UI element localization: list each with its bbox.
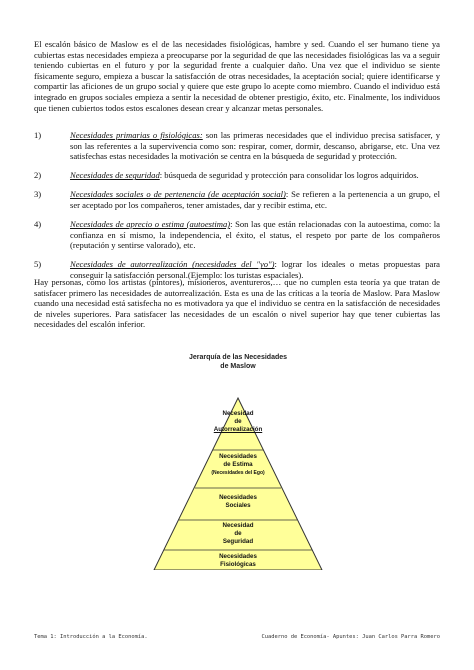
list-item bbox=[34, 219, 440, 251]
level-line: de Estima bbox=[223, 461, 253, 468]
needs-list bbox=[34, 130, 440, 289]
list-term: Necesidades de seguridad bbox=[70, 170, 160, 181]
list-text: son las primeras necesidades que el individuo precisa satisfacer, y son las referentes a la supervivencia como son: respirar, comer, dormir, descanso, abrigarse, etc. Una vez satisfechas estas necesidades la motivación se centra en la búsqueda de seguridad y protección. bbox=[70, 130, 440, 162]
list-text: : lograr los ideales o metas propuestas para conseguir la satisfacción personal.(Ejemplo: los turistas espaciales). bbox=[70, 259, 440, 280]
list-number: 2) bbox=[34, 170, 42, 181]
list-term: Necesidades primarias o fisiológicas: bbox=[70, 130, 203, 140]
level-line: Necesidades bbox=[219, 553, 257, 560]
footer-left: Tema 1: Introducción a la Economía. bbox=[34, 634, 148, 640]
list-term: Necesidades sociales o de pertenencia (de aceptación social) bbox=[70, 189, 286, 200]
level-line: (Necesidades del Ego) bbox=[211, 470, 265, 476]
list-number: 5) bbox=[34, 259, 42, 270]
list-item bbox=[34, 170, 440, 181]
level-line: Autorrealización bbox=[213, 426, 263, 433]
level-line: Necesidad bbox=[222, 522, 254, 529]
level-line: Sociales bbox=[225, 502, 251, 509]
level-line: Necesidad bbox=[222, 410, 254, 417]
list-term: Necesidades de autorrealización (necesidades del "yo") bbox=[70, 259, 275, 270]
list-item bbox=[34, 130, 440, 162]
list-text: : Se refieren a la pertenencia a un grupo, el ser aceptado por los compañeros, tener amistades, dar y recibir estima, etc. bbox=[70, 189, 440, 210]
level-line: Necesidades bbox=[219, 494, 257, 501]
level-line: Necesidades bbox=[219, 453, 257, 460]
pyramid-title-line1: Jerarquía de las Necesidades bbox=[188, 354, 288, 361]
pyramid-level-safety bbox=[188, 522, 288, 546]
pyramid-level-esteem bbox=[188, 453, 288, 477]
intro-paragraph: El escalón básico de Maslow es el de las necesidades fisiológicas, hambre y sed. Cuando el ser humano tiene ya cubiertas estas necesidades empieza a preocuparse por la seguridad de que las necesidades fisiológicas las va a seguir teniendo cubiertas en el futuro y por la seguridad frente a cualquier daño. Una vez que el individuo se siente físicamente seguro, empieza a buscar la satisfacción de otras necesidades, la aceptación social; quiere identificarse y compartir las aficiones de un grupo social y quiere que este grupo lo acepte como miembro. Cuando el individuo está integrado en grupos sociales empieza a sentir la necesidad de obtener prestigio, éxito, etc. Finalmente, los individuos que tienen cubiertos todos estos escalones desean crear y alcanzar metas personales. bbox=[34, 39, 440, 113]
maslow-pyramid bbox=[148, 354, 328, 570]
pyramid-level-physiological bbox=[188, 553, 288, 569]
pyramid-level-self-actualization bbox=[203, 410, 273, 434]
list-number: 4) bbox=[34, 219, 42, 230]
closing-paragraph: Hay personas, como los artistas (pintores), misioneros, aventureros,… que no cumplen esta teoría ya que tratan de satisfacer primero las necesidades de autorrealización. Esta es una de las críticas a la teoría de Maslow. Para Maslow cuando una necesidad está satisfecha no es motivadora ya que el individuo se centra en la satisfacción de necesidades de niveles superiores. Para satisfacer las necesidades de un escalón o nivel superior hay que tener cubiertas las necesidades del escalón inferior. bbox=[34, 277, 440, 330]
list-number: 3) bbox=[34, 189, 42, 200]
list-text: : Son las que están relacionadas con la autoestima, como: la confianza en sí mismo, la independencia, el éxito, el status, el respeto por parte de los compañeros (reputación y sentirse valorado), etc. bbox=[70, 219, 440, 251]
level-line: de bbox=[234, 418, 242, 425]
level-line: de bbox=[234, 530, 242, 537]
level-line: Seguridad bbox=[222, 538, 254, 545]
footer-right: Cuaderno de Economía- Apuntes: Juan Carlos Parra Romero bbox=[261, 634, 440, 640]
list-term: Necesidades de aprecio o estima (autoestima) bbox=[70, 219, 231, 230]
list-text: : búsqueda de seguridad y protección para consolidar los logros adquiridos. bbox=[159, 170, 419, 181]
list-number: 1) bbox=[34, 130, 42, 140]
level-line: Fisiológicas bbox=[220, 561, 256, 568]
list-item bbox=[34, 189, 440, 210]
pyramid-level-social bbox=[188, 494, 288, 510]
pyramid-title-line2: de Maslow bbox=[220, 362, 256, 370]
